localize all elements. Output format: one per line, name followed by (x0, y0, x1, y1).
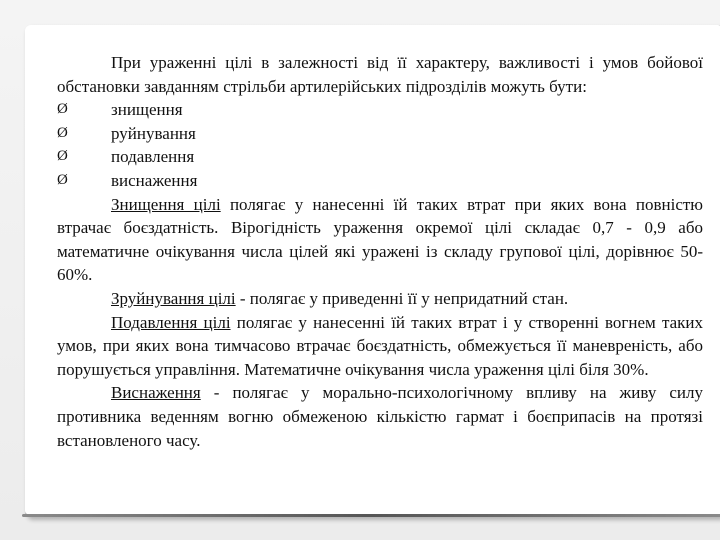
paragraph-exhaustion (57, 381, 703, 452)
paragraph-demolition (57, 287, 703, 311)
paragraph-suppression (57, 311, 703, 382)
arrow-bullet-icon: Ø (57, 124, 68, 141)
definition-exhaustion: - полягає у морально-психологічному впливу на живу силу противника веденням вогню обмеженою кількістю гармат і боєприпасів на протязі встановленого часу. (57, 383, 703, 450)
definition-destruction: полягає у нанесенні їй таких втрат при яких вона повністю втрачає боєздатність. Вірогідність ураження окремої цілі складає 0,7 - 0,9 або математичне очікування числа цілей які уражені із складу групової цілі, дорівнює 50-60%. (57, 194, 703, 285)
list-item (57, 98, 703, 122)
definition-suppression: полягає у нанесенні їй таких втрат і у створенні вогнем таких умов, при яких вона тимчасово втрачає боєздатність, обмежується її маневреність, або порушується управління. Математичне очікування числа ураження цілі біля 30%. (57, 312, 703, 379)
definition-demolition: - полягає у приведенні її у непридатний стан. (235, 288, 569, 308)
intro-paragraph: При ураженні цілі в залежності від її характеру, важливості і умов бойової обстановки завданням стрільби артилерійських підрозділів можуть бути: (57, 53, 703, 96)
bottom-divider (22, 514, 720, 517)
term-demolition: Зруйнування цілі (111, 288, 236, 308)
term-suppression: Подавлення цілі (111, 312, 231, 332)
arrow-bullet-icon: Ø (57, 148, 68, 165)
arrow-bullet-icon: Ø (57, 101, 68, 118)
list-item (57, 145, 703, 169)
list-item-label: знищення (111, 100, 183, 120)
term-exhaustion: Виснаження (111, 383, 201, 403)
text-body (57, 51, 703, 452)
list-item (57, 169, 703, 193)
arrow-bullet-icon: Ø (57, 171, 68, 188)
list-item (57, 122, 703, 146)
list-item-label: подавлення (111, 147, 195, 167)
list-item-label: руйнування (111, 123, 196, 143)
list-item-label: виснаження (111, 170, 198, 190)
content-card (25, 25, 720, 517)
term-destruction: Знищення цілі (111, 194, 221, 214)
paragraph-destruction (57, 193, 703, 287)
